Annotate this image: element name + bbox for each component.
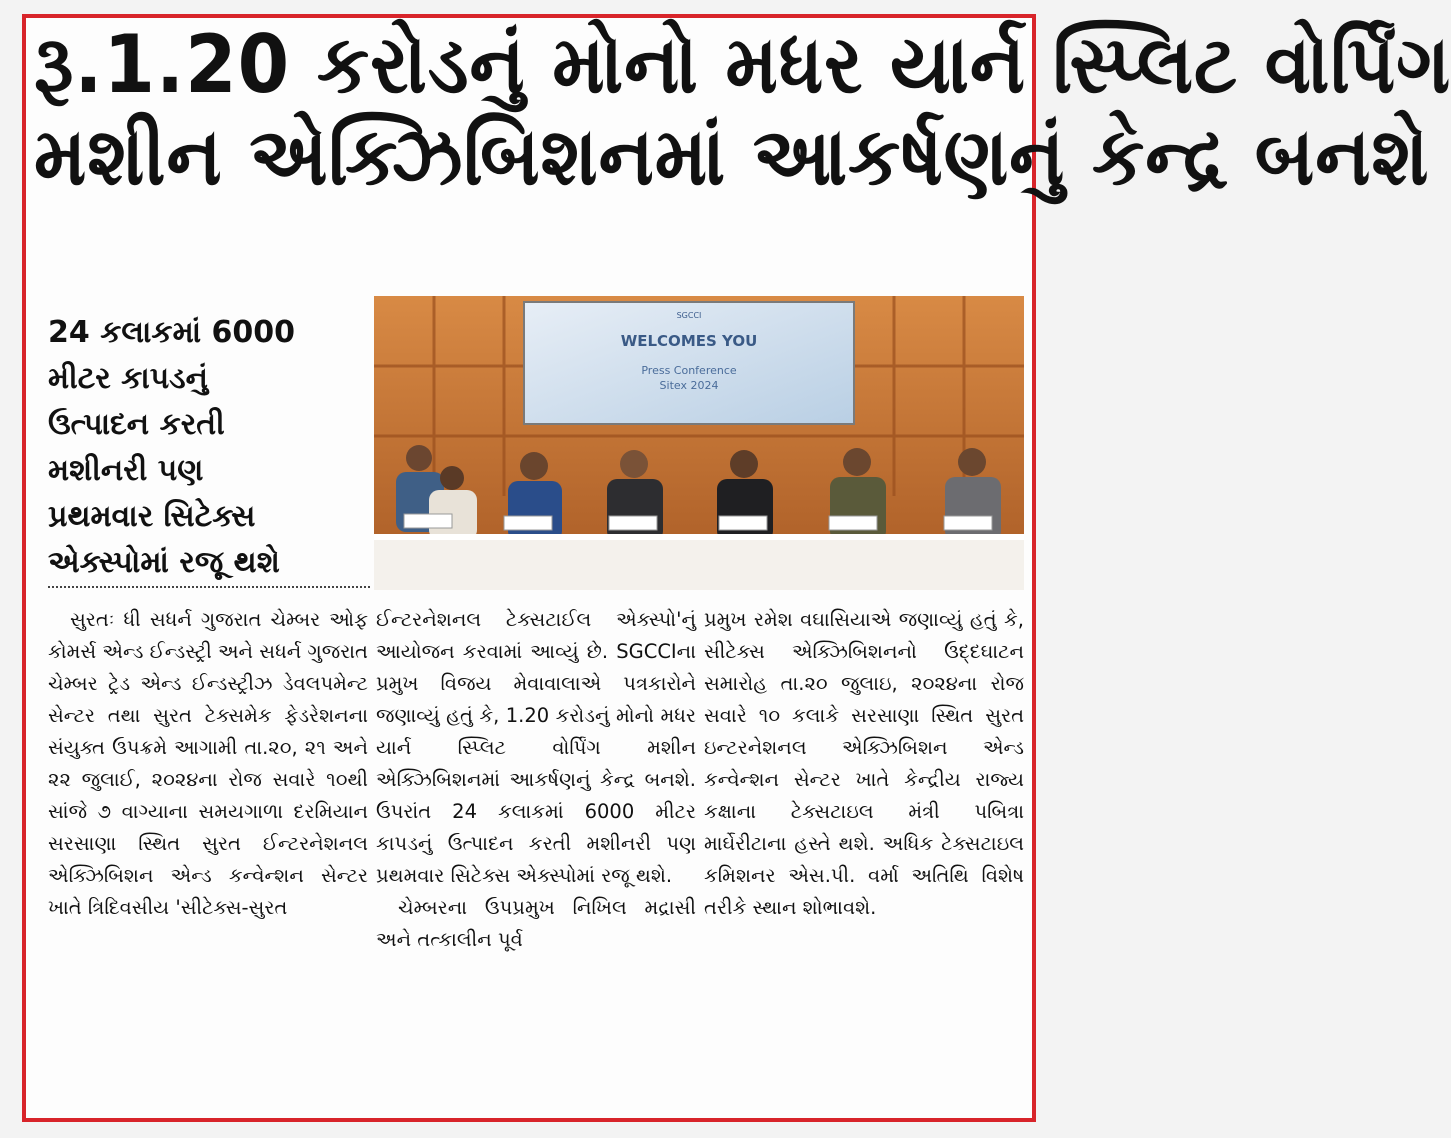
headline-line-2: મશીન એક્ઝિબિશનમાં આકર્ષણનું કેન્દ્ર બનશે <box>34 110 1430 204</box>
banner-top: SGCCI <box>676 311 702 320</box>
subheading-line: એક્સ્પોમાં રજૂ થશે <box>48 545 280 580</box>
headline-line-1: રૂ.1.20 કરોડનું મોનો મધર યાર્ન સ્પ્લિટ વોર્પિંગ <box>34 18 1451 112</box>
headline <box>34 18 1451 212</box>
paragraph: સુરતઃ ધી સધર્ન ગુજરાત ચેમ્બર ઓફ કોમર્સ એન્ડ ઈન્ડસ્ટ્રી અને સધર્ન ગુજરાત ચેમ્બર ટ્રેડ એન્ડ ઈન્ડસ્ટ્રીઝ ડેવલપમેન્ટ સેન્ટર તથા સુરત ટેક્સમેક ફેડરેશનના સંયુક્ત ઉપક્રમે આગામી તા.૨૦, ૨૧ અને ૨૨ જુલાઈ, ૨૦૨૪ના રોજ સવારે ૧૦થી સાંજે ૭ વાગ્યાના સમયગાળા દરમિયાન સરસાણા સ્થિત સુરત ઈન્ટરનેશનલ એક્ઝિબિશન એન્ડ કન્વેન્શન સેન્ટર ખાતે ત્રિદિવસીય 'સીટેક્સ-સુરત <box>48 608 368 919</box>
banner-sitex: Sitex 2024 <box>659 379 719 392</box>
article-body <box>48 604 1024 956</box>
paragraph: ઈન્ટરનેશનલ ટેક્સટાઈલ એક્સ્પો'નું આયોજન કરવામાં આવ્યું છે. SGCCIના પ્રમુખ વિજય મેવાવાલાએ પત્રકારોને જણાવ્યું હતું કે, 1.20 કરોડનું મોનો મધર યાર્ન સ્પ્લિટ વોર્પિંગ મશીન એક્ઝિબિશનમાં આકર્ષણનું કેન્દ્ર બનશે. ઉપરાંત 24 કલાકમાં 6000 મીટર કાપડનું ઉત્પાદન કરતી મશીનરી પણ પ્રથમવાર સિટેક્સ એક્સ્પોમાં રજૂ થશે. <box>376 608 696 887</box>
column-3 <box>704 604 1024 956</box>
article-frame <box>22 14 1451 1122</box>
subheading-line: મશીનરી પણ <box>48 453 204 488</box>
subheading-line: ઉત્પાદન કરતી <box>48 407 225 442</box>
subheading-divider <box>48 586 370 588</box>
column-2 <box>376 604 696 956</box>
paragraph: ચેમ્બરના ઉપપ્રમુખ નિખિલ મદ્રાસી અને તત્કાલીન પૂર્વ <box>376 896 696 951</box>
subheading <box>48 310 368 586</box>
subheading-line: મીટર કાપડનું <box>48 361 208 396</box>
subheading-line: પ્રથમવાર સિટેક્સ <box>48 499 256 534</box>
banner-press: Press Conference <box>641 364 737 377</box>
press-conference-photo <box>374 296 1024 590</box>
subheading-line: 24 કલાકમાં 6000 <box>48 315 296 350</box>
column-1 <box>48 604 368 956</box>
paragraph: પ્રમુખ રમેશ વઘાસિયાએ જણાવ્યું હતું કે, સીટેક્સ એક્ઝિબિશનનો ઉદ્દઘાટન સમારોહ તા.૨૦ જુલાઇ, ૨૦૨૪ના રોજ સવારે ૧૦ કલાકે સરસાણા સ્થિત સુરત ઇન્ટરનેશનલ એક્ઝિબિશન એન્ડ કન્વેન્શન સેન્ટર ખાતે કેન્દ્રીય રાજ્ય કક્ષાના ટેક્સટાઇલ મંત્રી પબિત્રા માર્ઘેરીટાના હસ્તે થશે. અધિક ટેક્સટાઇલ કમિશનર એસ.પી. વર્મા અતિથિ વિશેષ તરીકે સ્થાન શોભાવશે. <box>704 608 1024 919</box>
banner-welcome: WELCOMES YOU <box>620 332 758 350</box>
